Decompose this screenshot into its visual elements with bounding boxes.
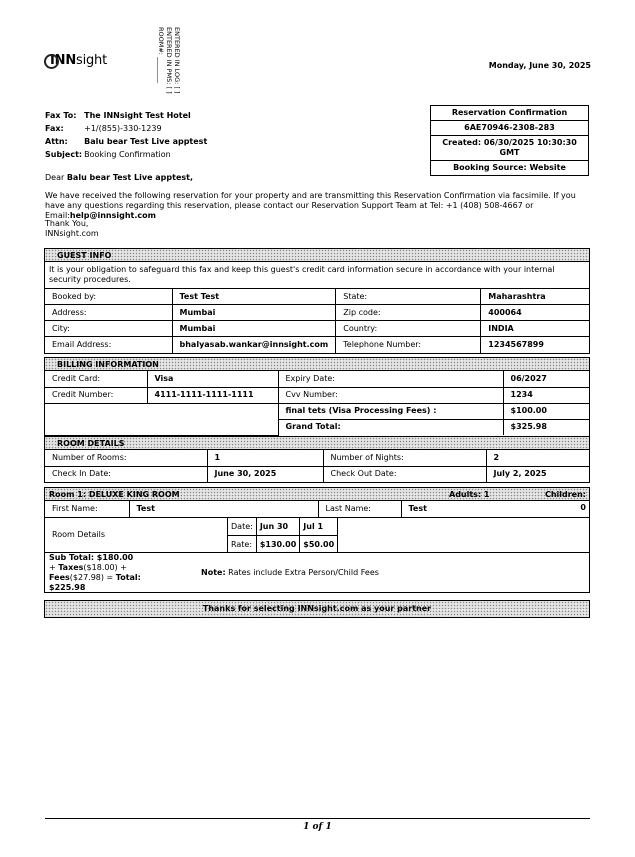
city-label: City: bbox=[45, 321, 172, 337]
billing-blank bbox=[45, 403, 278, 435]
billing-header: BILLING INFORMATION bbox=[45, 358, 589, 371]
state-label: State: bbox=[336, 289, 481, 305]
state-value: Maharashtra bbox=[481, 289, 589, 305]
booked-by-label: Booked by: bbox=[45, 289, 172, 305]
rate-label: Rate: bbox=[228, 536, 256, 554]
stamp-line-log: ENTERED IN LOG: [ ] bbox=[173, 27, 181, 94]
grand-total-label: Grand Total: bbox=[278, 419, 503, 435]
cvv-label: Cvv Number: bbox=[278, 387, 503, 403]
booked-by-value: Test Test bbox=[172, 289, 336, 305]
confirmation-created: Created: 06/30/2025 10:30:30 GMT bbox=[431, 135, 588, 160]
guest-info-section bbox=[44, 248, 590, 354]
thank-you-text: Thank You, bbox=[45, 219, 89, 228]
email-value: bhalyasab.wankar@innsight.com bbox=[172, 337, 336, 353]
rooms-value: 1 bbox=[207, 450, 323, 466]
thanks-bar-text: Thanks for selecting INNsight.com as your partner bbox=[45, 601, 589, 617]
room-1-children: Children: 0 bbox=[544, 490, 586, 512]
room-taxes-amount: ($18.00) + bbox=[83, 562, 127, 572]
address-value: Mumbai bbox=[172, 305, 336, 321]
zip-label: Zip code: bbox=[336, 305, 481, 321]
zip-value: 400064 bbox=[481, 305, 589, 321]
fee-value: $100.00 bbox=[503, 403, 589, 419]
checkin-value: June 30, 2025 bbox=[207, 466, 323, 482]
checkout-label: Check Out Date: bbox=[323, 466, 486, 482]
cvv-value: 1234 bbox=[503, 387, 589, 403]
fax-subject-value: Booking Confirmation bbox=[84, 150, 171, 159]
room-details-label: Room Details bbox=[45, 518, 228, 552]
room-taxes-label: Taxes bbox=[58, 562, 84, 572]
footer-divider bbox=[45, 818, 590, 819]
stamp-line-pms: ENTERED IN PMS: [ ] bbox=[165, 27, 173, 94]
expiry-label: Expiry Date: bbox=[278, 371, 503, 387]
room-totals: Sub Total: $180.00 + Taxes($18.00) + Fees($27.98) = Total: $225.98 bbox=[49, 552, 141, 592]
fax-subject-label: Subject: bbox=[45, 150, 83, 159]
room-rates-row bbox=[45, 517, 589, 552]
room-1-title: Room 1: DELUXE KING ROOM bbox=[49, 490, 180, 499]
room-1-adults: Adults: 1 bbox=[449, 490, 490, 499]
room-total-label: Total: bbox=[115, 572, 141, 582]
sign-off bbox=[45, 219, 99, 239]
rate-table bbox=[228, 518, 338, 553]
credit-card-label: Credit Card: bbox=[45, 371, 147, 387]
country-value: INDIA bbox=[481, 321, 589, 337]
credit-number-value: 4111-1111-1111-1111 bbox=[147, 387, 278, 403]
logo-wordmark: INNsight bbox=[50, 53, 107, 68]
fax-attn-value: Balu bear Test Live apptest bbox=[84, 137, 208, 146]
fee-label: final tets (Visa Processing Fees) : bbox=[278, 403, 503, 419]
last-name-value: Test bbox=[401, 501, 589, 517]
nights-label: Number of Nights: bbox=[323, 450, 486, 466]
salutation-name: Balu bear Test Live apptest, bbox=[66, 173, 194, 182]
rate-value-1: $130.00 bbox=[256, 536, 299, 554]
country-label: Country: bbox=[336, 321, 481, 337]
confirmation-title: Reservation Confirmation bbox=[451, 108, 568, 117]
grand-total-value: $325.98 bbox=[503, 419, 589, 435]
room-details-header: ROOM DETAILS bbox=[45, 437, 589, 450]
phone-label: Telephone Number: bbox=[336, 337, 481, 353]
credit-number-label: Credit Number: bbox=[45, 387, 147, 403]
signature-text: INNsight.com bbox=[45, 229, 99, 238]
innsight-logo bbox=[44, 53, 107, 69]
nights-value: 2 bbox=[486, 450, 589, 466]
first-name-label: First Name: bbox=[45, 501, 129, 517]
fax-number-label: Fax: bbox=[45, 124, 64, 133]
rate-date-1: Jun 30 bbox=[256, 518, 299, 536]
room-total-value: $225.98 bbox=[49, 582, 86, 592]
log-stamp bbox=[149, 27, 181, 105]
city-value: Mumbai bbox=[172, 321, 336, 337]
fax-date: Monday, June 30, 2025 bbox=[488, 61, 591, 70]
support-email-link[interactable]: help@innsight.com bbox=[69, 211, 156, 220]
credit-card-value: Visa bbox=[147, 371, 278, 387]
room-subtotal: Sub Total: $180.00 bbox=[49, 552, 134, 562]
checkout-value: July 2, 2025 bbox=[486, 466, 589, 482]
room-fees-amount: ($27.98) = bbox=[69, 572, 116, 582]
billing-section bbox=[44, 357, 590, 437]
page-number: 1 of 1 bbox=[303, 822, 332, 832]
rate-date-label: Date: bbox=[228, 518, 256, 536]
email-label: Email Address: bbox=[45, 337, 172, 353]
salutation: Dear Balu bear Test Live apptest, bbox=[45, 173, 194, 182]
intro-paragraph: We have received the following reservation for your property and are transmitting this Reservation Confirmation via facsimile. If you have any questions regarding this reservation, please contact our Reservation Support Team at Tel: +1 (408) 508-4667 or Email:help@innsight.com bbox=[45, 191, 576, 220]
room-totals-row bbox=[45, 552, 589, 592]
expiry-value: 06/2027 bbox=[503, 371, 589, 387]
room-1-section bbox=[44, 487, 590, 593]
stamp-line-room: ROOM#: ________ bbox=[157, 27, 165, 84]
confirmation-box bbox=[430, 105, 589, 176]
confirmation-number: 6AE70946-2308-283 bbox=[431, 120, 588, 135]
room-details-section bbox=[44, 436, 590, 483]
logo-ring-icon bbox=[44, 54, 59, 69]
first-name-value: Test bbox=[129, 501, 318, 517]
room-fees-label: Fees bbox=[49, 572, 70, 582]
thanks-bar bbox=[44, 600, 590, 618]
rate-date-2: Jul 1 bbox=[300, 518, 338, 536]
guest-info-header: GUEST INFO bbox=[45, 249, 589, 262]
address-label: Address: bbox=[45, 305, 172, 321]
fax-to-value: The INNsight Test Hotel bbox=[84, 111, 191, 120]
guest-notice: It is your obligation to safeguard this fax and keep this guest's credit card information secure in accordance with your internal security procedures. bbox=[45, 262, 589, 289]
fax-header bbox=[45, 111, 207, 163]
fax-to-label: Fax To: bbox=[45, 111, 77, 120]
rooms-label: Number of Rooms: bbox=[45, 450, 207, 466]
last-name-label: Last Name: bbox=[318, 501, 401, 517]
fax-number-value: +1/(855)-330-1239 bbox=[84, 124, 162, 133]
phone-value: 1234567899 bbox=[481, 337, 589, 353]
confirmation-source: Booking Source: Website bbox=[431, 160, 588, 175]
rate-value-2: $50.00 bbox=[300, 536, 338, 554]
checkin-label: Check In Date: bbox=[45, 466, 207, 482]
fax-attn-label: Attn: bbox=[45, 137, 68, 146]
rate-note: Note: Rates include Extra Person/Child Fees bbox=[201, 567, 379, 577]
